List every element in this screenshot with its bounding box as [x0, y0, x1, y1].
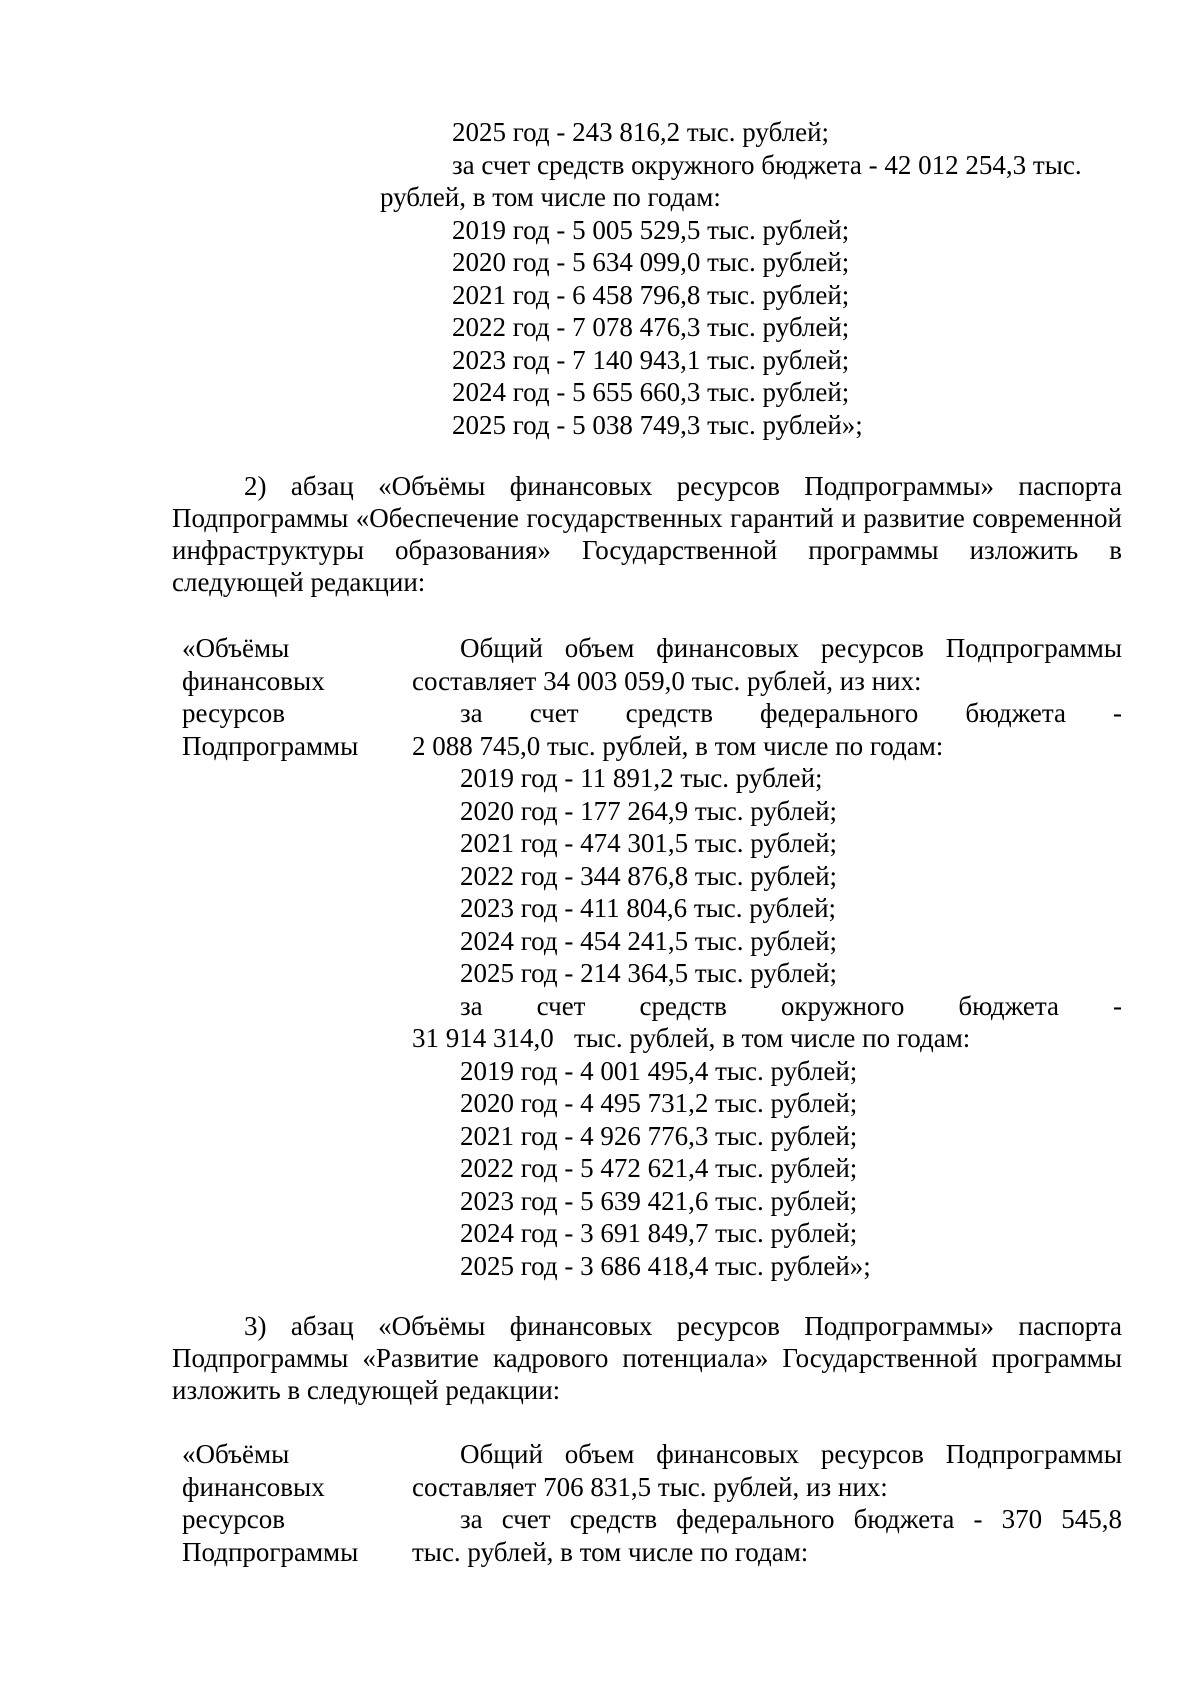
- district-budget-intro-cont: рублей, в том числе по годам:: [380, 182, 721, 212]
- year-line: 2025 год - 243 816,2 тыс. рублей;: [452, 117, 830, 147]
- year-line: 2019 год - 5 005 529,5 тыс. рублей;: [452, 214, 850, 245]
- passport-table-2: [182, 632, 1122, 1280]
- year-line: 2023 год - 7 140 943,1 тыс. рублей;: [452, 344, 850, 375]
- paragraph-text: 3) абзац «Объёмы финансовых ресурсов Подпрограммы» паспорта Подпрограммы «Развитие кадрового потенциала» Государственной программы изложить в следующей редакции:: [172, 1311, 1122, 1405]
- amendment-paragraph-2: [172, 470, 1122, 598]
- label-line: Подпрограммы: [182, 1536, 359, 1567]
- paragraph-text: 2) абзац «Объёмы финансовых ресурсов Подпрограммы» паспорта Подпрограммы «Обеспечение государственных гарантий и развитие современной инфраструктуры образования» Государственной программы изложить в следующей редакции:: [172, 471, 1122, 597]
- year-line: 2024 год - 3 691 849,7 тыс. рублей;: [460, 1218, 858, 1248]
- total-line: составляет 34 003 059,0 тыс. рублей, из них:: [412, 665, 922, 696]
- federal-budget-line: за счет средств федерального бюджета -: [460, 698, 1123, 728]
- total-line: Общий объем финансовых ресурсов Подпрограммы: [460, 633, 1122, 663]
- year-line: 2025 год - 5 038 749,3 тыс. рублей»;: [452, 409, 863, 440]
- passport-body: [412, 632, 1122, 1282]
- year-line: 2024 год - 454 241,5 тыс. рублей;: [460, 925, 838, 956]
- total-line: составляет 706 831,5 тыс. рублей, из них:: [412, 1471, 888, 1502]
- year-line: 2020 год - 177 264,9 тыс. рублей;: [460, 795, 838, 826]
- year-line: 2025 год - 3 686 418,4 тыс. рублей»;: [460, 1250, 871, 1281]
- amendment-paragraph-3: [172, 1310, 1122, 1406]
- year-line: 2022 год - 5 472 621,4 тыс. рублей;: [460, 1153, 858, 1183]
- label-line: финансовых: [182, 1471, 325, 1502]
- federal-budget-cont: 2 088 745,0 тыс. рублей, в том числе по годам:: [412, 730, 944, 761]
- year-line: 2019 год - 11 891,2 тыс. рублей;: [460, 763, 823, 793]
- federal-budget-cont: тыс. рублей, в том числе по годам:: [412, 1536, 809, 1567]
- district-budget-intro: за счет средств окружного бюджета - 42 012 254,3 тыс.: [452, 149, 1082, 180]
- year-line: 2021 год - 6 458 796,8 тыс. рублей;: [452, 279, 850, 310]
- funding-continuation: [380, 116, 1122, 441]
- label-line: «Объёмы: [182, 1439, 290, 1469]
- passport-table-3: [182, 1438, 1122, 1578]
- year-line: 2020 год - 4 495 731,2 тыс. рублей;: [460, 1088, 858, 1118]
- district-budget-cont: 31 914 314,0 тыс. рублей, в том числе по годам:: [412, 1023, 971, 1053]
- district-budget-line: за счет средств окружного бюджета -: [460, 990, 1123, 1021]
- year-line: 2023 год - 5 639 421,6 тыс. рублей;: [460, 1185, 858, 1216]
- year-line: 2019 год - 4 001 495,4 тыс. рублей;: [460, 1055, 858, 1086]
- year-line: 2021 год - 474 301,5 тыс. рублей;: [460, 828, 838, 858]
- year-line: 2021 год - 4 926 776,3 тыс. рублей;: [460, 1120, 858, 1151]
- label-line: ресурсов: [182, 1504, 286, 1534]
- label-line: ресурсов: [182, 698, 286, 728]
- passport-label: [182, 632, 402, 762]
- total-line: Общий объем финансовых ресурсов Подпрограммы: [460, 1439, 1122, 1469]
- year-line: 2022 год - 344 876,8 тыс. рублей;: [460, 860, 838, 891]
- year-line: 2022 год - 7 078 476,3 тыс. рублей;: [452, 312, 850, 342]
- year-line: 2023 год - 411 804,6 тыс. рублей;: [460, 893, 837, 923]
- label-line: финансовых: [182, 665, 325, 696]
- year-line: 2024 год - 5 655 660,3 тыс. рублей;: [452, 377, 850, 407]
- passport-body: [412, 1438, 1122, 1568]
- label-line: «Объёмы: [182, 633, 290, 663]
- year-line: 2020 год - 5 634 099,0 тыс. рублей;: [452, 247, 850, 277]
- federal-budget-line: за счет средств федерального бюджета - 370 545,8: [460, 1504, 1122, 1534]
- label-line: Подпрограммы: [182, 730, 359, 761]
- year-line: 2025 год - 214 364,5 тыс. рублей;: [460, 958, 838, 988]
- passport-label: [182, 1438, 402, 1568]
